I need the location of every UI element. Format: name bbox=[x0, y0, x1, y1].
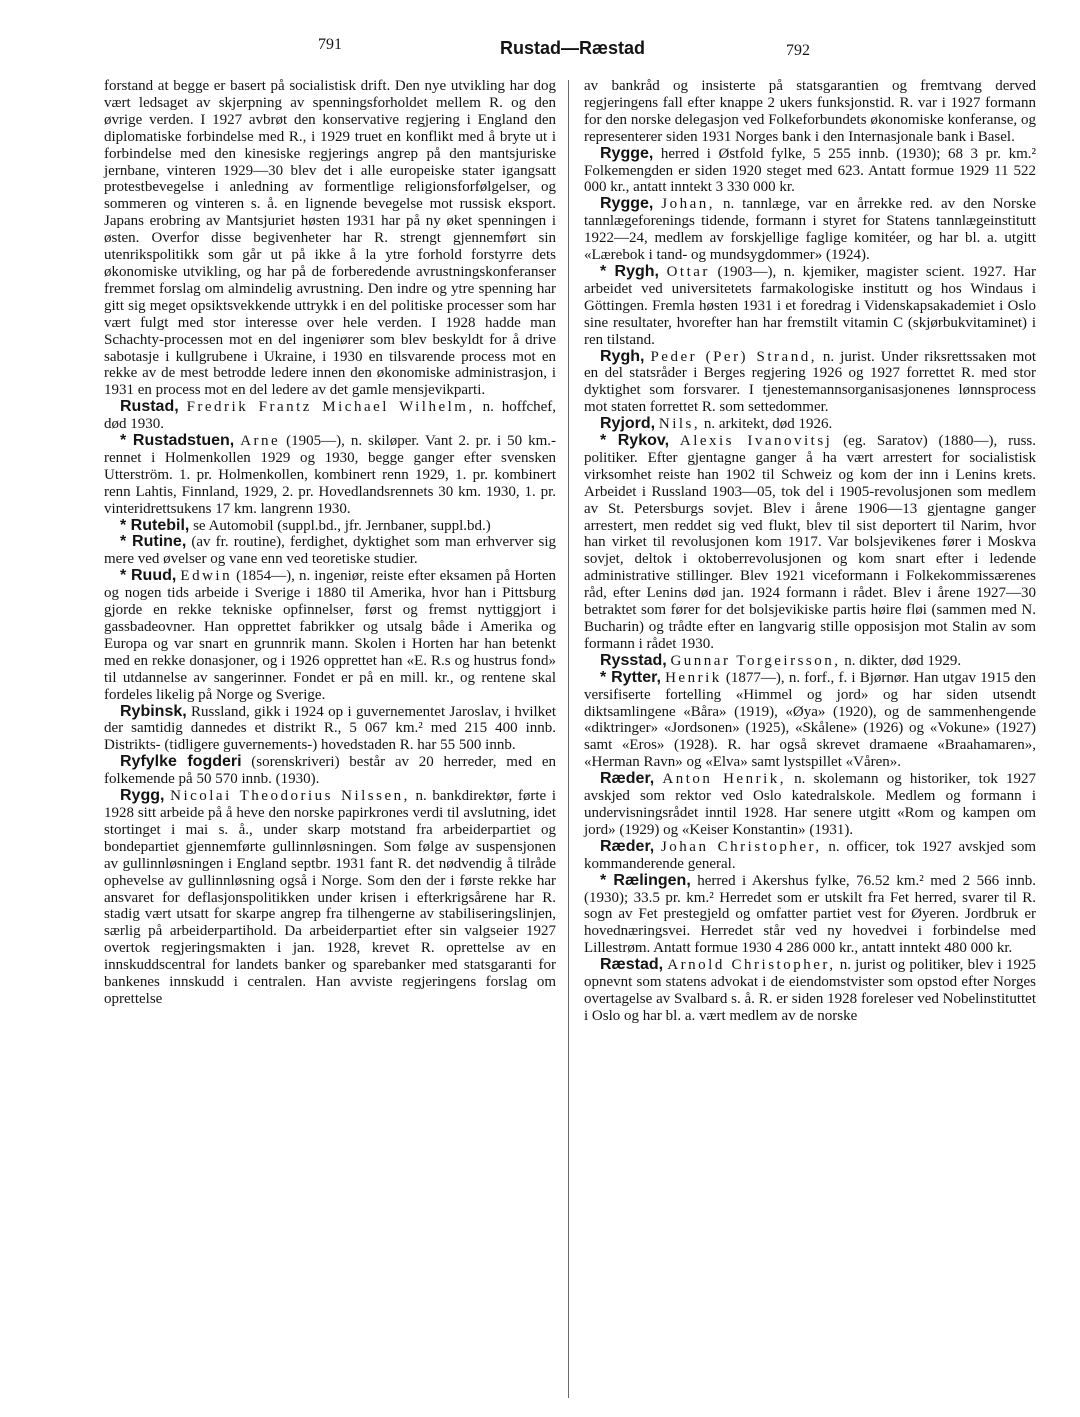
entry-headword: Rykov, bbox=[617, 432, 670, 450]
entry-headword: Rutine, bbox=[132, 533, 187, 551]
entry-text: n. skolemann og historiker, tok 1927 avskjed som rektor ved Oslo katedralskole. Medlem og formann i undervisningsrådet inntil 1928. Har senere utgitt «Rom og kampen om jord» (1929) og «Keiser Konstantin» (1931). bbox=[584, 771, 1037, 838]
dictionary-entry bbox=[584, 264, 1036, 349]
continuation-text: forstand at begge er basert på socialistisk drift. Den nye utvikling har dog vært ledsaget av skjerpning av spenningsforholdet mellem R. og den øvrige verden. I 1927 avbrøt den konservative regjering i England den diplomatiske forbindelse med R., i 1929 truet en konflikt med å bryte ut i forbindelse med den kinesiske regjerings angrep på den mantsjuriske jernbane, vinteren 1929—30 blev det i alle europeiske stater igangsatt protestbevegelse i anledning av formentlige religionsforfølgelser, og sommeren og vinteren s. å. en lignende bevegelse mot russisk eksport. Japans erobring av Mantsjuriet høsten 1931 har på ny øket spenningen i østen. Overfor disse begivenheter har R. strengt gjennemført sin utenrikspolitikk som går ut på ikke å la ytre forhold forstyrre dets økonomiske utvikling, og har på de forberedende avrustningskonferanser fremmet forslag om almindelig avrustning. Den indre og ytre spenning har gitt sig meget opsiktsvekkende uttrykk i en del politiske processer som har vært fulgt med stor interesse over hele verden. I 1928 hadde man Schachty-processen mot en del ingeniører som blev beskyldt for å drive sabotasje i kullgrubene i Ukraine, i 1930 en tilsvarende process mot en rekke av de mest betrodde ledere innen den økonomiske administrasjon, i 1931 en process mot en del ledere av det gamle mensjevikparti. bbox=[104, 78, 556, 399]
entry-text: (av fr. routine), ferdighet, dyktighet som man erhverver sig mere ved øvelser og vane enn ved teoretiske studier. bbox=[104, 534, 556, 568]
entry-headword: Rytter, bbox=[611, 668, 661, 686]
entry-headword: Ruud, bbox=[131, 567, 177, 585]
dictionary-entry bbox=[584, 670, 1036, 771]
entry-headword: Rælingen, bbox=[613, 871, 691, 889]
entry-mark: * bbox=[600, 871, 614, 889]
right-entries bbox=[584, 146, 1036, 1025]
dictionary-entry bbox=[584, 146, 1036, 197]
entry-mark: * bbox=[600, 262, 615, 280]
page-header bbox=[0, 36, 1080, 66]
entry-headword: Rygh, bbox=[614, 262, 659, 280]
entry-headword: Rustadstuen, bbox=[132, 432, 235, 450]
entry-text: n. dikter, død 1929. bbox=[840, 652, 962, 669]
entry-text: n. hoffchef, død 1930. bbox=[104, 399, 556, 433]
entry-text: n. officer, tok 1927 avskjed som kommanderende general. bbox=[584, 838, 1036, 872]
entry-text: n. jurist og politiker, blev i 1925 opnevnt som statens advokat i de eiendomstvister som opstod efter Norges overtagelse av Svalbard s. å. R. er siden 1928 foreleser ved Nobelinstituttet i Oslo og har bl. a. vært medlem av de norske bbox=[584, 957, 1036, 1024]
entry-name: Arnold Christopher, bbox=[667, 957, 836, 974]
entry-text: n. jurist. Under riksrettssaken mot en del statsråder i Berges regjering 1926 og 1927 forrettet R. med stor dyktighet som forsvarer. I tjenestemannsorganisasjonenes lønnsprocess mot staten forrettet R. som settedommer. bbox=[584, 348, 1036, 416]
page-number-right: 792 bbox=[786, 42, 810, 59]
dictionary-entry bbox=[584, 196, 1036, 264]
entry-headword: Ræder, bbox=[600, 770, 655, 788]
dictionary-entry bbox=[104, 788, 556, 1008]
entry-text: (eg. Saratov) (1880—), russ. politiker. Efter gjentagne ganger å ha vært arrestert for socialistisk virksomhet reiste han 1902 til Schweiz og kom der inn i Lenins krets. Arbeidet i Russland 1903—05, tok del i 1905-revolusjonen som medlem av St. Petersburgs sovjet. Blev i årene 1906—13 gjentagne ganger arrestert, men reddet sig ved flukt, blev til sist deportert til Narim, hvor han virket til revolusjonen kom 1917. Var bolsjevikenes fører i Moskva sovjet, deltok i oktoberrevolusjonen og kom snart efter i ledende administrative stillinger. Blev 1921 viceformann i Folkekommissærenes råd, efter Lenins død jan. 1924 formann i rådet. Blev i årene 1927—30 betraktet som fører for det bolsjevikiske partis høire fløi (sammen med N. Bucharin) og trådte efter en langvarig stille opposisjon mot Stalin av som formann i rådet 1930. bbox=[584, 433, 1037, 652]
entry-headword: Rustad, bbox=[120, 398, 179, 416]
dictionary-entry bbox=[584, 653, 1036, 670]
entry-headword: Ryfylke fogderi bbox=[120, 753, 242, 771]
entry-headword: Rybinsk, bbox=[120, 702, 187, 720]
entry-text: n. arkitekt, død 1926. bbox=[700, 416, 833, 433]
dictionary-entry bbox=[104, 399, 556, 433]
entry-name: Peder (Per) Strand, bbox=[650, 348, 817, 365]
dictionary-entry bbox=[104, 754, 556, 788]
dictionary-entry bbox=[584, 349, 1036, 417]
entry-headword: Rygh, bbox=[600, 347, 645, 365]
entry-text: se Automobil (suppl.bd., jfr. Jernbaner, suppl.bd.) bbox=[189, 517, 491, 534]
entry-mark: * bbox=[120, 432, 133, 450]
entry-name: Anton Henrik, bbox=[662, 771, 786, 788]
dictionary-entry bbox=[104, 534, 556, 568]
entry-name: Johan Christopher, bbox=[660, 838, 822, 855]
column-divider bbox=[568, 80, 569, 1398]
entry-mark: * bbox=[120, 567, 131, 585]
dictionary-entry bbox=[584, 771, 1036, 839]
entry-headword: Ræder, bbox=[600, 837, 655, 855]
entry-text: (1903—), n. kjemiker, magister scient. 1927. Har arbeidet ved universitetets farmakologiske institutt og hos Windaus i Göttingen. Fremla høsten 1931 i et foredrag i Videnskapsakademiet i Oslo sine resultater, hvorefter han har fremstilt vitamin C (skjørbukvitaminet) i ren tilstand. bbox=[584, 263, 1037, 348]
entry-headword: Ryjord, bbox=[600, 415, 656, 433]
continuation-text: av bankråd og insisterte på statsgarantien og fremtvang derved regjeringens fall efter knappe 2 ukers funksjonstid. R. var i 1927 formann for den norske delegasjon ved Folkeforbundets økonomiske konferanse, og representerer siden 1931 Norges bank i den Internasjonale bank i Basel. bbox=[584, 78, 1036, 145]
dictionary-entry bbox=[104, 568, 556, 703]
entry-text: Russland, gikk i 1924 op i guvernementet Jaroslav, i hvilket der samtidig dannedes et distrikt R., 5 067 km.² med 215 400 innb. Distrikts- (tidligere guvernements-) hovedstaden R. har 55 500 innb. bbox=[104, 703, 556, 754]
entry-name: Nils, bbox=[658, 416, 701, 433]
entry-text: (sorenskriveri) består av 20 herreder, med en folkemende på 50 570 innb. (1930). bbox=[104, 754, 556, 788]
entry-name: Fredrik Frantz Michael Wilhelm, bbox=[186, 399, 475, 416]
running-head: Rustad—Ræstad bbox=[500, 38, 646, 58]
entry-headword: Rutebil, bbox=[130, 516, 190, 534]
entry-name: Henrik bbox=[665, 669, 722, 686]
dictionary-entry bbox=[584, 416, 1036, 433]
entry-text: n. tannlæge, var en årrekke red. av den Norske tannlægeforenings tidende, formann i styret for Statens tannlægeinstitutt 1922—24, medlem av forskjellige faglige komitéer, og har bl. a. utgitt «Lærebok i tand- og mundsygdommer» (1924). bbox=[584, 196, 1036, 264]
page-number-left: 791 bbox=[318, 36, 342, 53]
entry-text: (1854—), n. ingeniør, reiste efter eksamen på Horten og nogen tids arbeide i Sverige i 1880 til Amerika, hvor han i Pittsburg gjorde en rekke tekniske opfinnelser, først og fremst nyttiggjort i gassbadeovner. Han opprettet fabrikker og utsalg både i Amerika og Europa og var snart en grunnrik mann. Skolen i Horten har han betenkt med en rekke donasjoner, og i 1926 opprettet han «E. R.s og hustrus fond» til utdannelse av sangerinner. Fondet er på en mill. kr., og rentene skal fordeles likelig på Norge og Sverige. bbox=[104, 568, 557, 703]
entry-mark: * bbox=[120, 516, 131, 534]
entry-mark: * bbox=[600, 432, 618, 450]
entry-name: Arne bbox=[240, 433, 281, 450]
entry-text: (1905—), n. skiløper. Vant 2. pr. i 50 km.-rennet i Holmenkollen 1929 og 1930, begge ganger efter svensken Utterström. 1. pr. Holmenkollen, kombinert renn 1929, 1. pr. kombinert renn Lahtis, Finnland, 1929, 2. pr. Hovedlandsrennets 30 km. 1930, 1. pr. vinteridrettsukens 17 km. langrenn 1930. bbox=[104, 433, 557, 517]
entry-mark: * bbox=[120, 533, 133, 551]
dictionary-entry bbox=[584, 433, 1036, 653]
dictionary-entry bbox=[104, 518, 556, 535]
dictionary-entry bbox=[584, 957, 1036, 1025]
dictionary-entry bbox=[584, 839, 1036, 873]
right-column bbox=[584, 78, 1036, 1025]
entry-text: herred i Akershus fylke, 76.52 km.² med 2 566 innb. (1930); 33.5 pr. km.² Herredet som er utskilt fra Fet herred, svarer til R. sogn av Fet prestegjeld og omfatter partiet vest for Øyeren. Jordbruk er hovednæringsvei. Herredet står ved ny hovedvei i forbindelse med Lillestrøm. Antatt formue 1930 4 286 000 kr., antatt inntekt 480 000 kr. bbox=[584, 872, 1036, 957]
entry-headword: Rygge, bbox=[600, 195, 654, 213]
entry-name: Ottar bbox=[666, 263, 710, 280]
entry-headword: Rysstad, bbox=[600, 651, 667, 669]
entry-headword: Rygg, bbox=[120, 787, 165, 805]
entry-text: (1877—), n. forf., f. i Bjørnør. Han utgav 1915 den versifiserte fortelling «Himmel og jord» og har siden utsendt diktsamlingene «Båra» (1919), «Øya» (1920), og de sammenhengende «diktringer» «Jordsonen» (1925), «Skålene» (1926) og «Vokune» (1927) samt «Eros» (1928). R. har også skrevet dramaene «Braahamaren», «Herman Ravn» og «Elva» samt lystspillet «Våren». bbox=[584, 669, 1037, 771]
dictionary-entry bbox=[104, 704, 556, 755]
entry-name: Nicolai Theodorius Nilssen, bbox=[170, 788, 410, 805]
dictionary-entry bbox=[104, 433, 556, 518]
entry-text: n. bankdirektør, førte i 1928 sitt arbeide på å heve den norske papirkrones verdi til avslutning, idet stortinget i mai s. å., under skarp motstand fra arbeiderpartiet og bondepartiet gjennemførte gullinnløsningen. Som følge av suspensjonen av gullinnløsningen i England septbr. 1931 fant R. det nødvendig å tilråde ophevelse av gullinnløsning også i Norge. Som den der i første rekke har ansvaret for deflasjonspolitikken under krisen i efterkrigsårene har R. stadig vært utsatt for skarpe angrep fra tilhengerne av stabiliseringslinjen, særlig på arbeiderpartihold. Da arbeiderpartiet efter sin valgseier 1927 overtok regjeringsmakten i jan. 1928, krevet R. oprettelse av en innskuddscentral for landets banker og sparebanker med statsgaranti for bankenes innskudd i centralen. Han avviste regjeringens forslag om oprettelse bbox=[104, 788, 557, 1007]
entry-mark: * bbox=[600, 668, 612, 686]
entry-headword: Ræstad, bbox=[600, 956, 664, 974]
left-column bbox=[104, 78, 556, 1008]
entry-text: herred i Østfold fylke, 5 255 innb. (1930); 68 3 pr. km.² Folkemengden er siden 1920 steget med 623. Antatt formue 1929 11 522 000 kr., antatt inntekt 3 330 000 kr. bbox=[584, 145, 1036, 196]
left-entries bbox=[104, 399, 556, 1008]
entry-name: Alexis Ivanovitsj bbox=[679, 433, 833, 450]
entry-name: Johan, bbox=[661, 196, 716, 213]
entry-name: Gunnar Torgeirsson, bbox=[670, 652, 841, 669]
dictionary-entry bbox=[584, 873, 1036, 958]
entry-name: Edwin bbox=[180, 568, 233, 585]
entry-headword: Rygge, bbox=[600, 144, 654, 162]
